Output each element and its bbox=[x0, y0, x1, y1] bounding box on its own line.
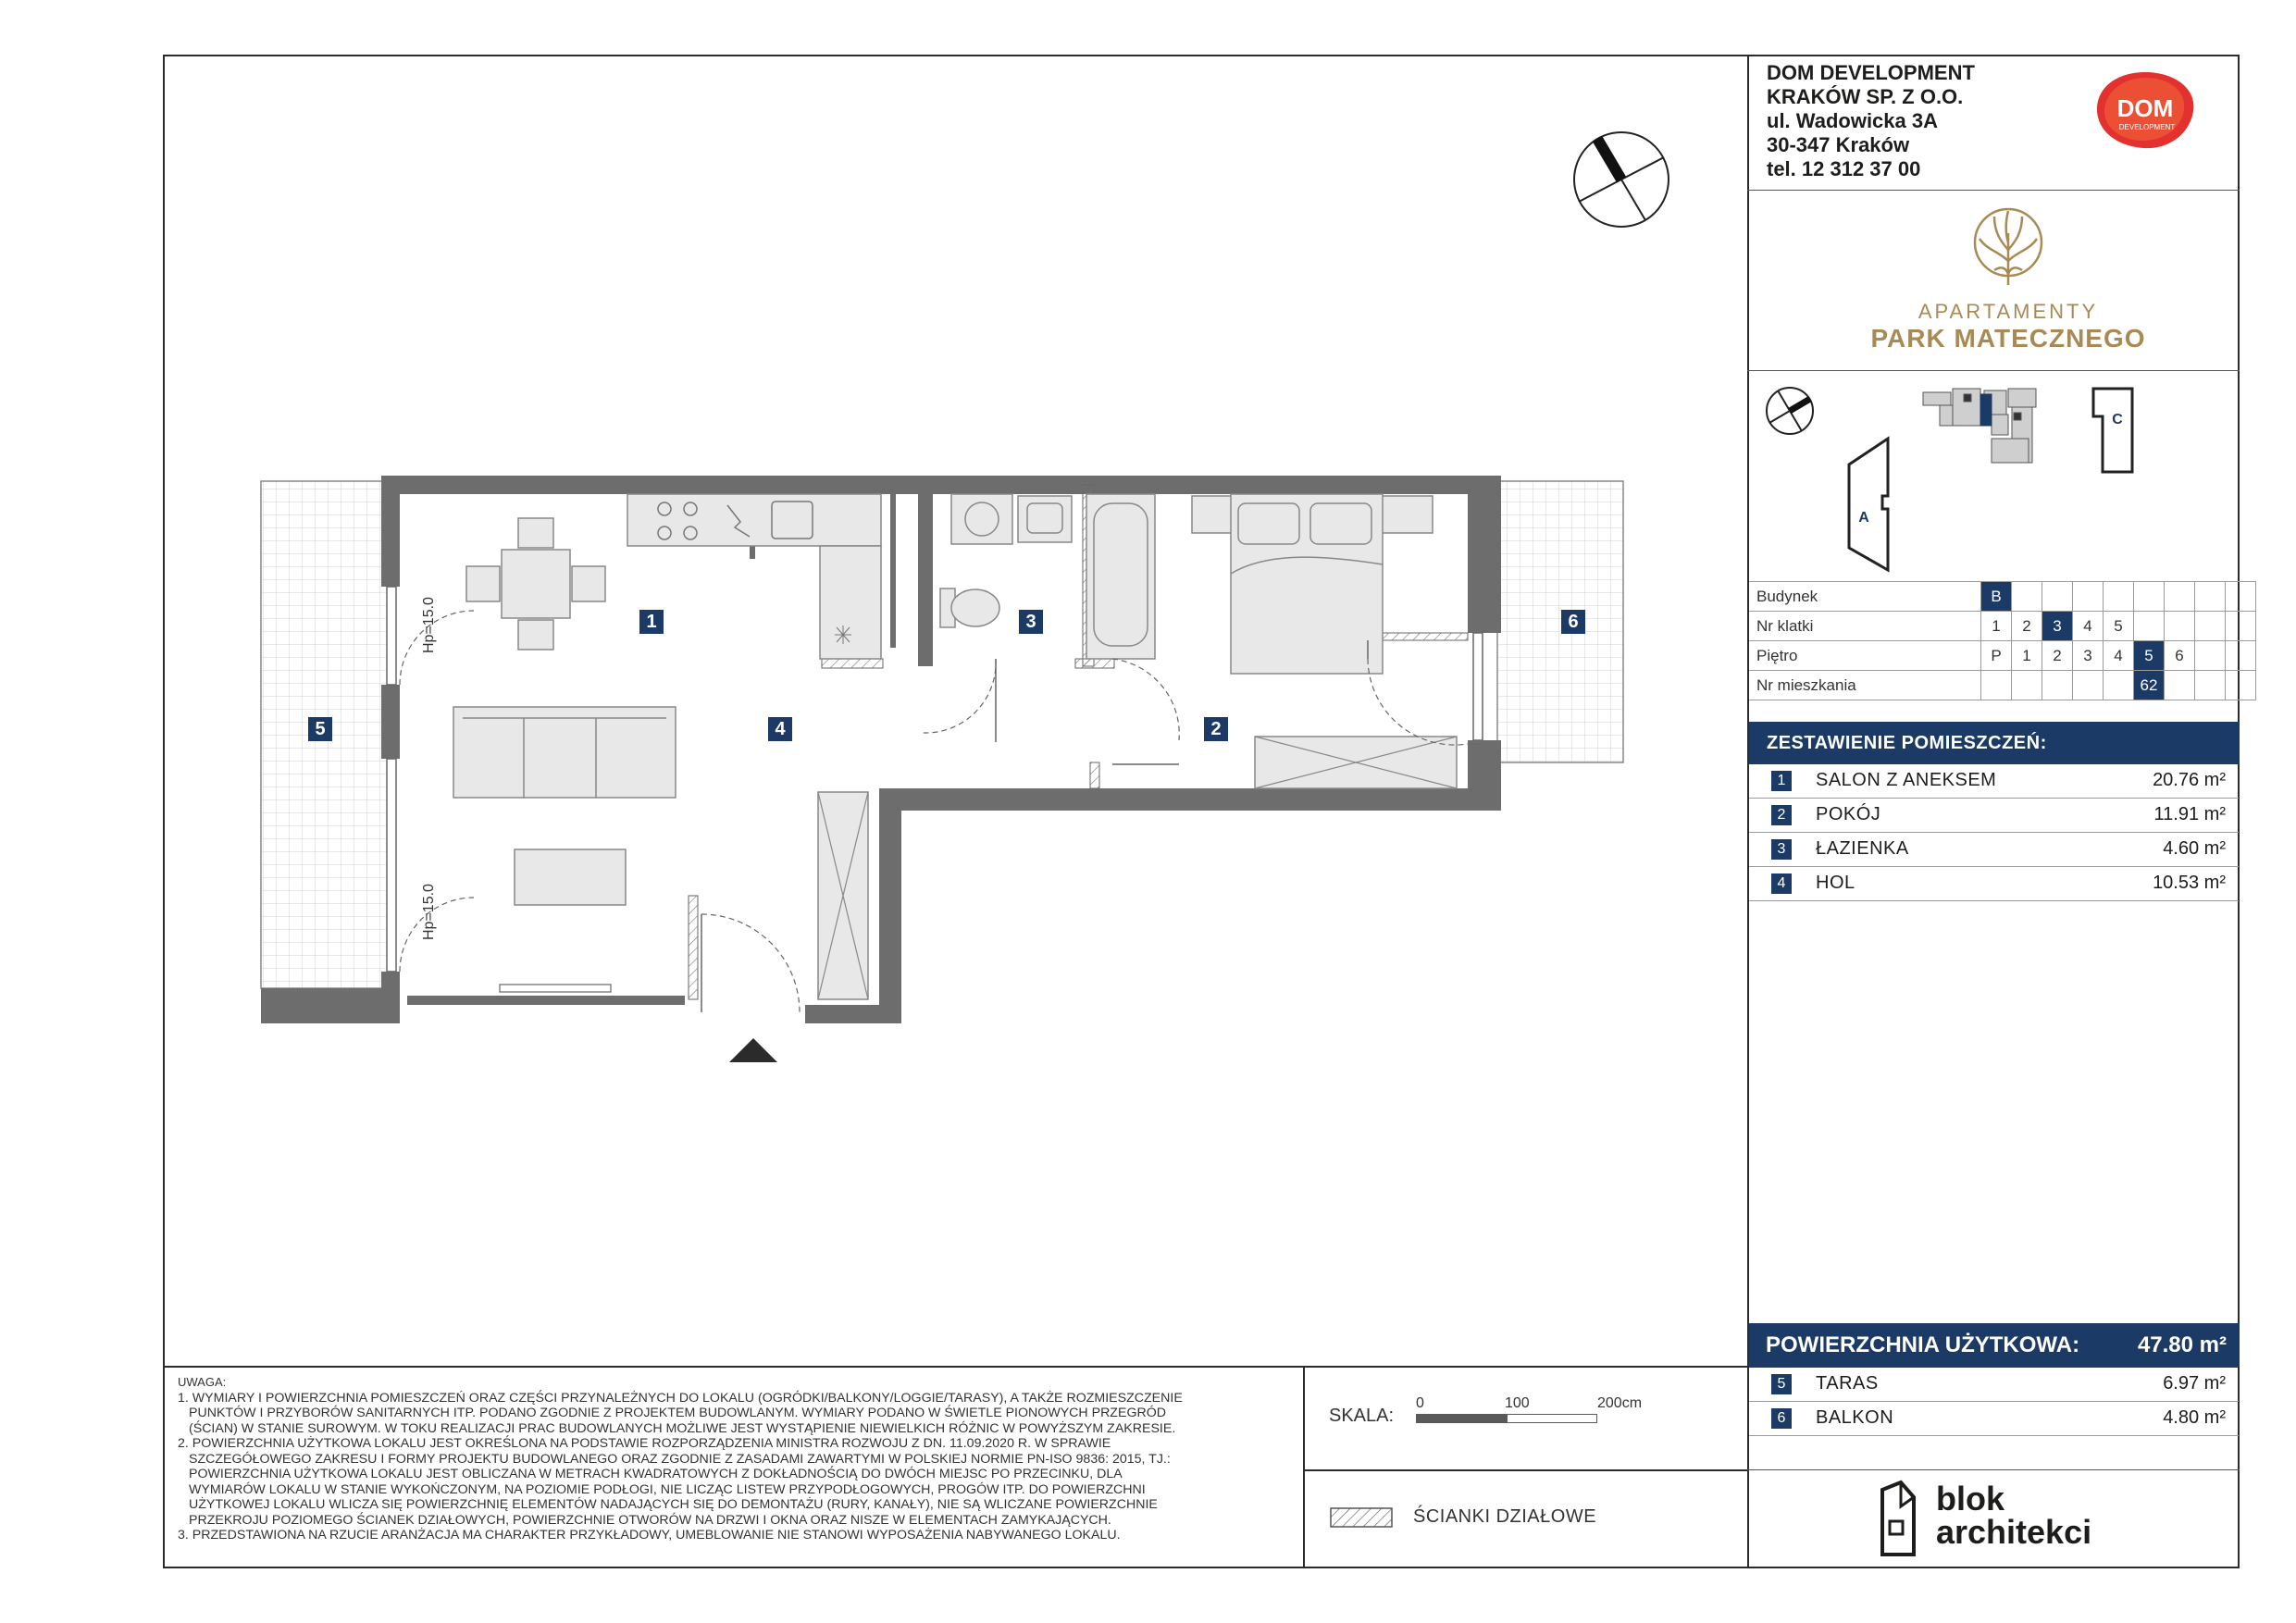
toilet-icon bbox=[940, 588, 999, 627]
building-c-label: C bbox=[2112, 412, 2123, 427]
scale-bar bbox=[1416, 1414, 1597, 1423]
dining-table-icon bbox=[466, 518, 605, 650]
site-map-icon bbox=[1923, 389, 2036, 463]
extra-area: 6.97 m² bbox=[2163, 1373, 2226, 1394]
room-label-6: 6 bbox=[1561, 610, 1585, 634]
notes bbox=[178, 1375, 1297, 1543]
sidebar-sep-2 bbox=[1747, 370, 2240, 371]
project-title: PARK MATECZNEGO bbox=[1870, 324, 2146, 353]
scale-label: SKALA: bbox=[1329, 1406, 1395, 1426]
building-info-table bbox=[1749, 581, 2256, 700]
partition-wall-swatch-icon bbox=[1330, 1507, 1393, 1528]
room-label-3: 3 bbox=[1019, 610, 1043, 634]
key-plan bbox=[1749, 372, 2238, 576]
room-label-1: 1 bbox=[639, 610, 664, 634]
info-label: Piętro bbox=[1749, 641, 1981, 671]
room-area: 10.53 m² bbox=[2153, 873, 2226, 893]
room-number: 1 bbox=[1771, 771, 1792, 791]
room-area: 11.91 m² bbox=[2153, 804, 2226, 824]
info-row-klatka: Nr klatki 1 2 3 4 5 bbox=[1749, 612, 2256, 641]
note-line: SZCZEGÓŁOWEGO ZAKRESU I FORMY PROJEKTU BUDOWLANEGO ORAZ ZGODNIE Z ZASADAMI ZAWARTYMI W POLSKIEJ NORMIE PN-ISO 9836: 2015, TJ.: bbox=[189, 1451, 1171, 1467]
note-line: POWIERZCHNIA UŻYTKOWA LOKALU JEST OBLICZANA W METRACH KWADRATOWYCH Z DOKŁADNOŚCIĄ DO DWÓCH MIEJSC PO PRZECINKU, DLA bbox=[189, 1467, 1123, 1481]
room-area: 4.60 m² bbox=[2163, 838, 2226, 859]
park-matecznego-logo bbox=[1860, 205, 2156, 363]
scale-divider bbox=[1303, 1469, 1749, 1471]
coffee-table-icon bbox=[515, 849, 626, 905]
tree-emblem-icon bbox=[1967, 205, 2050, 289]
architect-line-2: architekci bbox=[1936, 1513, 2092, 1551]
wardrobe-icon bbox=[1255, 737, 1457, 788]
building-c-outline bbox=[2093, 389, 2132, 472]
company-name-2: KRAKÓW SP. Z O.O. bbox=[1767, 85, 1964, 108]
key-plan-compass-icon bbox=[1767, 388, 1813, 434]
building-a-outline bbox=[1849, 439, 1888, 570]
window-height-label: Hp=15.0 bbox=[421, 597, 437, 653]
room-area: 20.76 m² bbox=[2153, 770, 2226, 790]
window-height-label: Hp=15.0 bbox=[421, 884, 437, 940]
balcony-6-area bbox=[1497, 481, 1623, 762]
company-address bbox=[1767, 61, 1975, 181]
washing-machine-icon bbox=[951, 494, 1012, 544]
info-row-budynek: Budynek B bbox=[1749, 582, 2256, 612]
extra-row bbox=[1749, 1368, 2239, 1402]
note-line: 2. POWIERZCHNIA UŻYTKOWA LOKALU JEST OKREŚLONA NA PODSTAWIE ROZPORZĄDZENIA MINISTRA ROZWOJU Z DN. 11.09.2020 R. W SPRAWIE bbox=[178, 1436, 1111, 1451]
extra-name: TARAS bbox=[1816, 1373, 1879, 1394]
legend-label: ŚCIANKI DZIAŁOWE bbox=[1413, 1506, 1597, 1527]
blok-architekci-icon bbox=[1877, 1479, 1932, 1558]
dom-logo-text: DOM bbox=[2116, 94, 2174, 122]
info-label: Nr mieszkania bbox=[1749, 671, 1981, 700]
info-row-mieszkanie: Nr mieszkania 62 bbox=[1749, 671, 2256, 700]
usable-area-bar bbox=[1749, 1323, 2240, 1368]
sofa-icon bbox=[453, 707, 676, 798]
usable-area-label: POWIERZCHNIA UŻYTKOWA: bbox=[1766, 1332, 2080, 1357]
sidebar-sep-3 bbox=[1747, 1469, 2240, 1470]
usable-area-value: 47.80 m² bbox=[2137, 1332, 2227, 1357]
dom-development-logo bbox=[2090, 68, 2201, 152]
architect-name bbox=[1936, 1482, 2091, 1549]
room-name: POKÓJ bbox=[1816, 804, 1881, 824]
scale-tick-100: 100 bbox=[1505, 1395, 1530, 1411]
extra-row bbox=[1749, 1402, 2239, 1436]
room-name: ŁAZIENKA bbox=[1816, 838, 1909, 859]
dom-logo-subtext: DEVELOPMENT bbox=[2118, 123, 2176, 131]
north-arrow-icon bbox=[1570, 128, 1673, 231]
note-line: 1. WYMIARY I POWIERZCHNIA POMIESZCZEŃ ORAZ CZĘŚCI PRZYNALEŻNYCH DO LOKALU (OGRÓDKI/BALKONY/LOGGIE/TARASY), A TAKŻE ROZMIESZCZENIE bbox=[178, 1390, 1183, 1406]
room-label-5: 5 bbox=[308, 717, 332, 741]
sidebar-sep-1 bbox=[1747, 190, 2240, 191]
room-name: HOL bbox=[1816, 873, 1855, 893]
info-label: Nr klatki bbox=[1749, 612, 1981, 641]
room-row bbox=[1749, 799, 2239, 833]
notes-divider bbox=[1303, 1366, 1305, 1568]
room-label-4: 4 bbox=[768, 717, 792, 741]
note-line: WYMIARÓW LOKALU W STANIE WYKOŃCZONYM, NA POZIOMIE PODŁOGI, NIE LICZĄC LISTEW PRZYPODŁOGOWYCH, PROGÓW ITP. DO POWIERZCHNI bbox=[189, 1481, 1146, 1497]
extra-number: 6 bbox=[1771, 1408, 1792, 1429]
room-label-2: 2 bbox=[1204, 717, 1228, 741]
note-line: UŻYTKOWEJ LOKALU WLICZA SIĘ POWIERZCHNIĘ ELEMENTÓW NADAJĄCYCH SIĘ DO DEMONTAŻU (RURY, KANAŁY), NIE SĄ WLICZANE POWIERZCHNIE bbox=[189, 1497, 1158, 1512]
note-line: 3. PRZEDSTAWIONA NA RZUCIE ARANŻACJA MA CHARAKTER PRZYKŁADOWY, UMEBLOWANIE NIE STANOWI WYPOSAŻENIA NABYWANEGO LOKALU. bbox=[178, 1528, 1121, 1542]
scale-tick-200: 200cm bbox=[1597, 1395, 1643, 1411]
bathtub-icon bbox=[1086, 494, 1155, 659]
company-name: DOM DEVELOPMENT bbox=[1767, 61, 1975, 84]
room-number: 4 bbox=[1771, 873, 1792, 894]
scale-tick-0: 0 bbox=[1416, 1395, 1424, 1411]
extra-name: BALKON bbox=[1816, 1407, 1894, 1428]
room-row bbox=[1749, 764, 2239, 799]
company-city: 30-347 Kraków bbox=[1767, 133, 1910, 156]
hall-wardrobe-icon bbox=[818, 792, 868, 999]
note-line: PUNKTÓW I PRZYBORÓW SANITARNYCH ITP. PODANO ZGODNIE Z PROJEKTEM BUDOWLANYM. WYMIARY PODANO W ŚWIETLE PIONOWYCH PRZEGRÓD bbox=[189, 1406, 1167, 1420]
project-subtitle: APARTAMENTY bbox=[1917, 300, 2099, 323]
floor-plan bbox=[250, 463, 1675, 1092]
entrance-arrow-icon bbox=[729, 1038, 777, 1062]
room-row bbox=[1749, 833, 2239, 867]
room-number: 2 bbox=[1771, 805, 1792, 825]
room-number: 3 bbox=[1771, 839, 1792, 860]
company-street: ul. Wadowicka 3A bbox=[1767, 109, 1939, 132]
architect-line-1: blok bbox=[1936, 1480, 2005, 1518]
notes-title: UWAGA: bbox=[178, 1375, 227, 1389]
room-name: SALON Z ANEKSEM bbox=[1816, 770, 1997, 790]
footer-divider bbox=[163, 1366, 1749, 1368]
extra-area: 4.80 m² bbox=[2163, 1407, 2226, 1428]
info-row-pietro: Piętro P 1 2 3 4 5 6 bbox=[1749, 641, 2256, 671]
extra-number: 5 bbox=[1771, 1374, 1792, 1394]
door-leaves bbox=[701, 640, 1368, 1012]
info-label: Budynek bbox=[1749, 582, 1981, 612]
company-phone: tel. 12 312 37 00 bbox=[1767, 157, 1921, 180]
bed-icon bbox=[1231, 494, 1383, 674]
rooms-header: ZESTAWIENIE POMIESZCZEŃ: bbox=[1749, 722, 2240, 764]
fridge-icon bbox=[835, 626, 851, 644]
note-line: (ŚCIAN) W STANIE SUROWYM. W TOKU REALIZACJI PRAC BUDOWLANYCH MOŻLIWE JEST WYSTĄPIENIE NIEWIELKICH RÓŻNIC W POWYŻSZYM ZAKRESIE. bbox=[189, 1420, 1176, 1436]
building-a-label: A bbox=[1858, 510, 1869, 526]
note-line: PRZEKROJU POZIOMEGO ŚCIANEK DZIAŁOWYCH, POWIERZCHNIE OTWORÓW NA DRZWI I OKNA ORAZ NISZE W ELEMENTACH ZAMYKAJĄCYCH. bbox=[189, 1512, 1111, 1528]
room-row bbox=[1749, 867, 2239, 901]
